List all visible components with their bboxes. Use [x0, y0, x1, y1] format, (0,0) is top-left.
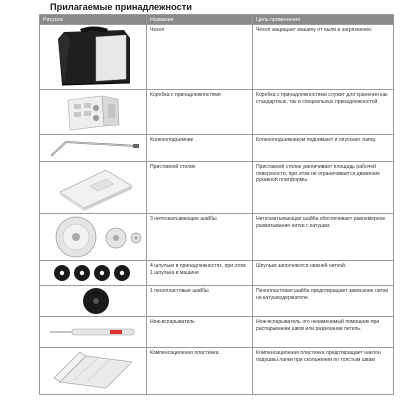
knee-lifter-icon [40, 135, 147, 161]
picture-cell [40, 348, 147, 395]
table-row [40, 25, 394, 90]
foam-disc-icon [40, 286, 147, 316]
table-header-row [40, 15, 394, 25]
table-row [40, 90, 394, 135]
name-cell: 3 нитесматывающие шайбы [147, 214, 253, 261]
accessories-table [39, 14, 394, 395]
table-row [40, 348, 394, 395]
bobbins-icon [40, 261, 147, 285]
picture-cell [40, 286, 147, 317]
page-title: Прилагаемые принадлежности [50, 2, 192, 12]
name-cell: Приставной столик [147, 162, 253, 214]
accessory-box-icon [40, 90, 147, 134]
picture-cell [40, 135, 147, 162]
purpose-cell: Компенсационная пластинка предотвращает наклон подошвы лапки при скольжении по толстым швам [253, 348, 394, 395]
purpose-cell: Шпульки заполняются нижней ниткой. [253, 261, 394, 286]
spool-caps-icon [40, 214, 147, 260]
name-cell: Коробка с принадлежностями [147, 90, 253, 135]
picture-cell [40, 90, 147, 135]
table-row [40, 162, 394, 214]
column-header-name: Название [147, 15, 253, 25]
name-cell: Коленоподъемник [147, 135, 253, 162]
picture-cell [40, 214, 147, 261]
seam-ripper-icon [40, 317, 147, 347]
table-row [40, 214, 394, 261]
compensation-plate-icon [40, 348, 147, 394]
column-header-purpose: Цель применения [253, 15, 394, 25]
dust-cover-icon [40, 25, 147, 89]
picture-cell [40, 25, 147, 90]
purpose-cell: Коробка с принадлежностями служит для хранения как стандартных, так и специальных принадлежностей. [253, 90, 394, 135]
purpose-cell: Чехол защищает машину от пыли и загрязнения. [253, 25, 394, 90]
table-row [40, 135, 394, 162]
name-cell: 1 пенопластовые шайбы [147, 286, 253, 317]
picture-cell [40, 261, 147, 286]
name-cell: 4 шпульки в принадлежностях, при этом 1 шпулька в машине [147, 261, 253, 286]
purpose-cell: Приставной столик увеличивает площадь рабочей поверхности, при этом не ограничивается движение рукавной платформы. [253, 162, 394, 214]
table-row [40, 261, 394, 286]
purpose-cell: Нож-вспарыватель это незаменимый помощник при распарывании швов или разрезании петель. [253, 317, 394, 348]
name-cell: Нож-вспарыватель [147, 317, 253, 348]
picture-cell [40, 162, 147, 214]
purpose-cell: Коленоподъемником поднимают и опускают лапку. [253, 135, 394, 162]
picture-cell [40, 317, 147, 348]
column-header-picture: Рисунок [40, 15, 147, 25]
purpose-cell: Пенопластовая шайба предотвращает зависание нитки на катушкодержателе. [253, 286, 394, 317]
table-row [40, 317, 394, 348]
purpose-cell: Нитесматывающая шайба обеспечивает равномерное разматывание нитки с катушки. [253, 214, 394, 261]
extension-table-icon [40, 162, 147, 213]
table-row [40, 286, 394, 317]
name-cell: Чехол [147, 25, 253, 90]
name-cell: Компенсационная пластинка [147, 348, 253, 395]
